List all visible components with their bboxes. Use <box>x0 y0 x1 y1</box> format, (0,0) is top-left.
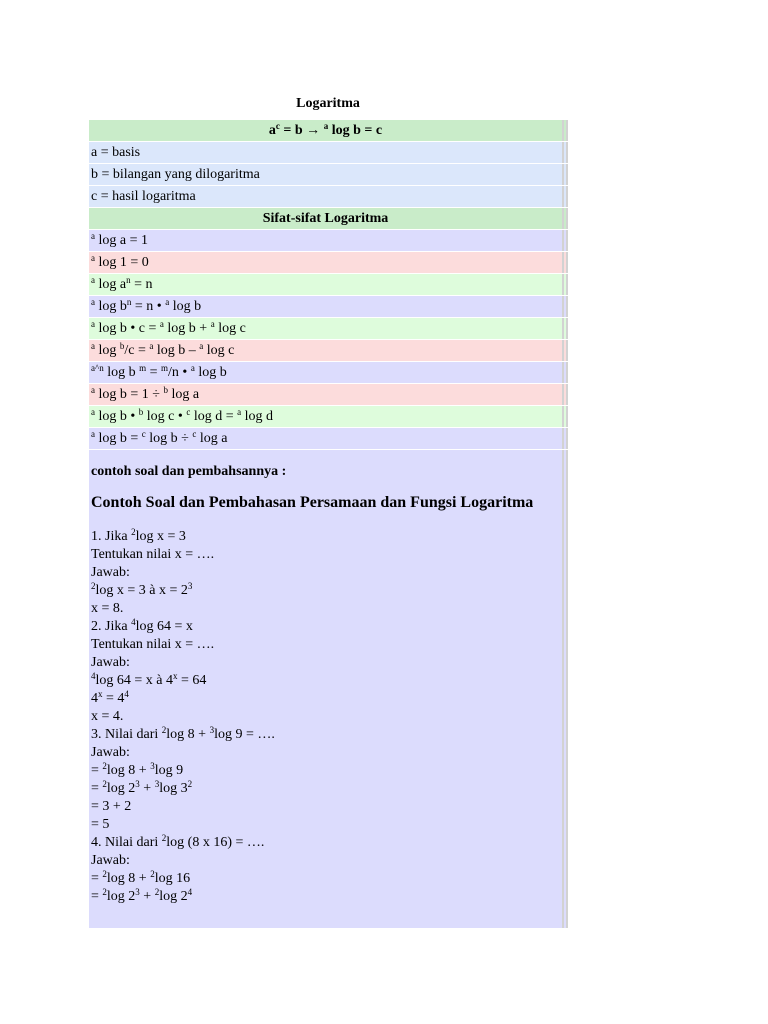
text-segment: x = 4. <box>91 709 124 724</box>
contoh-line <box>91 888 560 906</box>
superscript: a <box>91 407 95 417</box>
superscript: a <box>149 341 154 351</box>
text-segment: log b = <box>95 431 142 446</box>
sifat-row <box>89 384 568 405</box>
superscript: a <box>91 341 95 351</box>
superscript: 3 <box>187 581 193 591</box>
contoh-line <box>91 726 560 744</box>
def-sup: a <box>323 121 329 131</box>
text-segment: Jawab: <box>91 745 130 760</box>
sifat-row <box>89 406 568 427</box>
text-segment: log b <box>194 365 227 380</box>
superscript: 2 <box>161 833 167 843</box>
superscript: c <box>141 429 146 439</box>
text-segment: log a <box>196 431 228 446</box>
superscript: 2 <box>102 887 107 897</box>
text-segment: log d = <box>190 409 238 424</box>
text-segment: log c • <box>143 409 187 424</box>
superscript: b <box>163 385 168 395</box>
superscript: a <box>159 319 164 329</box>
text-segment: = n • <box>131 299 166 314</box>
contoh-line <box>91 672 560 690</box>
text-segment: log c <box>214 321 246 336</box>
text-segment: = <box>91 889 103 904</box>
sifat-row <box>89 318 568 339</box>
text-segment: + <box>139 889 155 904</box>
def-part: a <box>268 123 276 138</box>
superscript: 2 <box>102 869 107 879</box>
superscript: 3 <box>150 761 155 771</box>
text-segment: log 3 <box>159 781 188 796</box>
superscript: 2 <box>150 869 155 879</box>
superscript: 3 <box>135 887 140 897</box>
contoh-line <box>91 564 560 582</box>
text-segment: log b + <box>163 321 211 336</box>
contoh-lines <box>91 528 560 906</box>
superscript: 2 <box>187 779 193 789</box>
text-segment: 3. Nilai dari <box>91 727 162 742</box>
contoh-line <box>91 834 560 852</box>
contoh-section <box>89 450 568 928</box>
sifat-row <box>89 252 568 273</box>
page-title: Logaritma <box>296 96 360 111</box>
text-segment: = 4 <box>102 691 125 706</box>
text-segment: 4. Nilai dari <box>91 835 162 850</box>
sifat-row <box>89 230 568 251</box>
text-segment: Tentukan nilai x = …. <box>91 637 215 652</box>
text-segment: log b = 1 ÷ <box>95 387 164 402</box>
superscript: a <box>237 407 242 417</box>
superscript: 3 <box>154 779 160 789</box>
superscript: 4 <box>91 671 96 681</box>
text-segment: x = 8. <box>91 601 124 616</box>
superscript: a <box>190 363 195 373</box>
sifat-row <box>89 428 568 449</box>
superscript: 4 <box>124 689 129 699</box>
text-segment: log 9 <box>154 763 184 778</box>
text-segment: log a <box>95 277 127 292</box>
text-segment: log b ÷ <box>145 431 193 446</box>
text-segment: 2. Jika <box>91 619 132 634</box>
logaritma-table <box>89 120 568 928</box>
superscript: m <box>139 363 147 373</box>
superscript: 2 <box>102 779 107 789</box>
text-segment: Jawab: <box>91 565 130 580</box>
text-segment: + <box>139 781 155 796</box>
superscript: a <box>91 253 95 263</box>
text-segment: log (8 x 16) = …. <box>166 835 265 850</box>
text-segment: = <box>91 871 103 886</box>
contoh-line <box>91 582 560 600</box>
superscript: 4 <box>187 887 193 897</box>
superscript: a <box>91 385 95 395</box>
contoh-line <box>91 762 560 780</box>
superscript: x <box>173 671 178 681</box>
superscript: a <box>91 319 95 329</box>
text-segment: = 5 <box>91 817 110 832</box>
text-segment: 1. Jika <box>91 529 132 544</box>
superscript: 2 <box>102 761 107 771</box>
contoh-line <box>91 870 560 888</box>
superscript: 4 <box>131 617 136 627</box>
superscript: x <box>98 689 103 699</box>
contoh-line <box>91 690 560 708</box>
text-segment: log b • <box>95 409 139 424</box>
contoh-title: Contoh Soal dan Pembahasan Persamaan dan Fungsi Logaritma <box>91 494 534 511</box>
superscript: n <box>126 275 131 285</box>
text-segment: log 2 <box>159 889 188 904</box>
contoh-line <box>91 654 560 672</box>
text-segment: log c <box>203 343 235 358</box>
superscript: 3 <box>135 779 140 789</box>
def-sup: c <box>275 121 280 131</box>
superscript: a <box>91 297 95 307</box>
superscript: b <box>138 407 144 417</box>
text-segment: log a = 1 <box>95 233 148 248</box>
superscript: 2 <box>131 527 136 537</box>
text-segment: log a <box>167 387 200 402</box>
def-part: log b = c <box>328 123 383 138</box>
contoh-label: contoh soal dan pembahsannya : <box>91 464 287 479</box>
superscript: a <box>199 341 204 351</box>
text-segment: log 2 <box>106 889 136 904</box>
text-segment: = <box>91 763 103 778</box>
contoh-line <box>91 798 560 816</box>
text-segment: log b <box>95 299 127 314</box>
contoh-line <box>91 744 560 762</box>
def-part: = b → <box>279 123 324 138</box>
contoh-line <box>91 618 560 636</box>
text-segment: = 64 <box>177 673 207 688</box>
superscript: a <box>91 429 95 439</box>
superscript: a <box>165 297 170 307</box>
text-segment: 4 <box>91 691 98 706</box>
contoh-line <box>91 636 560 654</box>
definition-row <box>89 120 568 141</box>
text-segment: log 8 + <box>166 727 210 742</box>
def-bilangan: b = bilangan yang dilogaritma <box>89 164 568 185</box>
text-segment: log d <box>241 409 273 424</box>
text-segment: /c = <box>124 343 150 358</box>
sifat-row <box>89 362 568 383</box>
text-segment: log 64 = x à 4 <box>95 673 173 688</box>
superscript: 2 <box>91 581 96 591</box>
text-segment: log 9 = …. <box>214 727 275 742</box>
contoh-line <box>91 708 560 726</box>
text-segment: log 16 <box>154 871 191 886</box>
contoh-line <box>91 816 560 834</box>
text-segment: log b • c = <box>95 321 160 336</box>
text-segment: log 1 = 0 <box>95 255 149 270</box>
superscript: a <box>91 275 95 285</box>
text-segment: Jawab: <box>91 655 130 670</box>
sifat-row <box>89 274 568 295</box>
def-hasil: c = hasil logaritma <box>89 186 568 207</box>
text-segment: log b – <box>153 343 200 358</box>
sifat-header: Sifat-sifat Logaritma <box>89 208 568 229</box>
text-segment: log b <box>103 365 140 380</box>
sifat-row <box>89 340 568 361</box>
contoh-line <box>91 780 560 798</box>
text-segment: = 3 + 2 <box>91 799 132 814</box>
text-segment: log x = 3 à x = 2 <box>95 583 188 598</box>
text-segment: = <box>91 781 103 796</box>
text-segment: log 2 <box>106 781 136 796</box>
text-segment: Tentukan nilai x = …. <box>91 547 215 562</box>
text-segment: Jawab: <box>91 853 130 868</box>
text-segment: = <box>146 365 162 380</box>
text-segment: log x = 3 <box>135 529 186 544</box>
contoh-line <box>91 852 560 870</box>
text-segment: log 8 + <box>106 871 151 886</box>
text-segment: log b <box>169 299 202 314</box>
sifat-list <box>89 230 568 449</box>
superscript: a <box>91 231 95 241</box>
superscript: 2 <box>154 887 160 897</box>
contoh-line <box>91 546 560 564</box>
def-basis: a = basis <box>89 142 568 163</box>
text-segment: log 64 = x <box>135 619 193 634</box>
superscript: n <box>126 297 132 307</box>
text-segment: /n • <box>168 365 191 380</box>
text-segment: log <box>95 343 120 358</box>
text-segment: log 8 + <box>106 763 151 778</box>
superscript: c <box>186 407 191 417</box>
superscript: a <box>210 319 215 329</box>
superscript: 2 <box>161 725 167 735</box>
superscript: a^n <box>91 363 104 373</box>
text-segment: = n <box>130 277 153 292</box>
contoh-line <box>91 600 560 618</box>
superscript: 3 <box>209 725 215 735</box>
superscript: b <box>119 341 125 351</box>
superscript: c <box>192 429 197 439</box>
sifat-row <box>89 296 568 317</box>
contoh-line <box>91 528 560 546</box>
superscript: m <box>161 363 169 373</box>
